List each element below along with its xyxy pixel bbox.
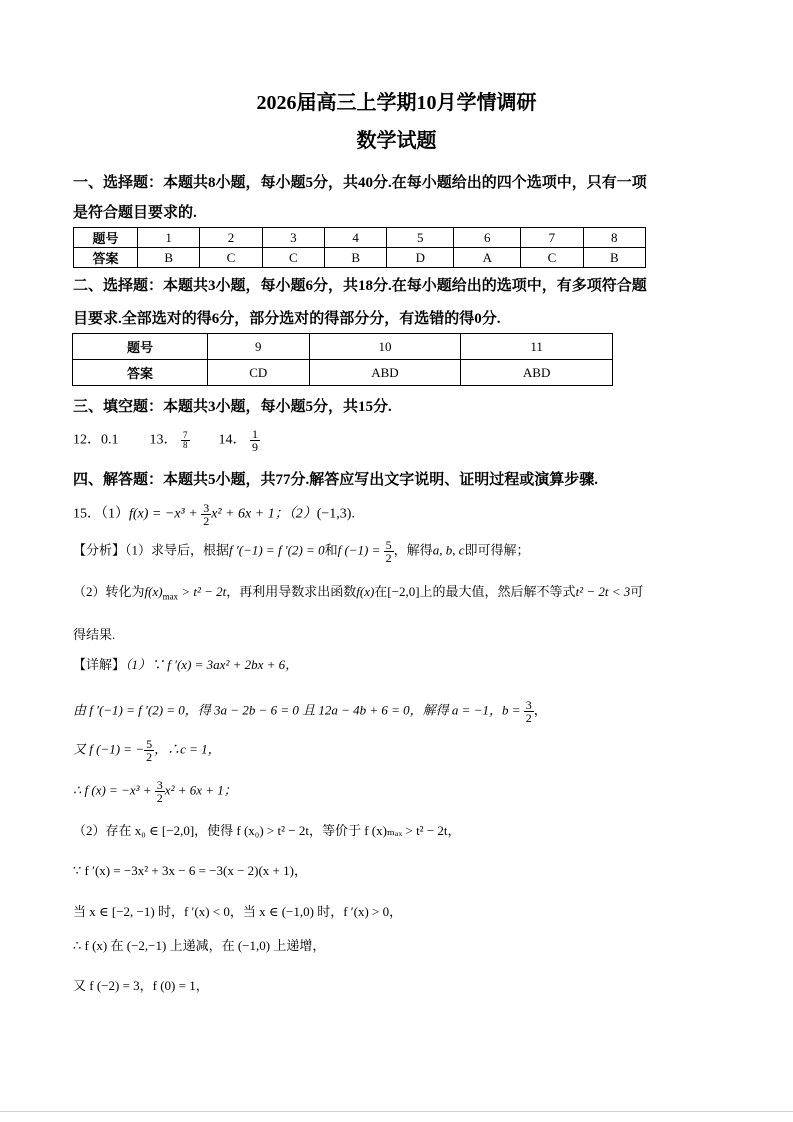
analysis-fraction: $\frac{5}{2}$ — [385, 538, 392, 565]
q15-detail-line1: 【详解】（1）∵ f ′(x) = 3ax² + 2bx + 6， — [73, 657, 299, 672]
table-header-cell: 题号 — [74, 228, 138, 248]
section1-heading-line2: 是符合题目要求的. — [73, 205, 197, 221]
page-bottom-divider — [0, 1111, 793, 1112]
q13-label: 13． — [149, 432, 178, 448]
section2-heading-line1: 二、选择题：本题共3小题，每小题6分，共18分.在每小题给出的选项中，有多项符合题 — [73, 278, 647, 294]
table-cell: B — [324, 248, 386, 268]
table-cell: B — [583, 248, 645, 268]
table-cell: 10 — [309, 334, 461, 360]
table-cell: ABD — [461, 360, 613, 386]
page-title: 2026届高三上学期10月学情调研 — [256, 92, 537, 114]
detail-fraction-c: $\frac{5}{2}$ — [146, 737, 153, 764]
q15-detail-line2: 由 f ′(−1) = f ′(2) = 0，得 3a − 2b − 6 = 0 且 12a − 4b + 6 = 0，解得 a = −1，b = $\frac{3}{2}$ ， — [73, 698, 547, 725]
section1-answer-table — [73, 227, 646, 268]
table-cell: B — [138, 248, 200, 268]
q15-detail-line4: ∴ f (x) = −x³ + $\frac{3}{2}$ x² + 6x + 1； — [73, 778, 237, 805]
page-subtitle: 数学试题 — [356, 130, 437, 152]
table-cell: 4 — [324, 228, 386, 248]
section2-heading-line2: 目要求.全部选对的得6分，部分选对的得部分分，有选错的得0分. — [73, 311, 501, 327]
section1-heading-line1: 一、选择题：本题共8小题，每小题5分，共40分.在每小题给出的四个选项中，只有一项 — [73, 175, 647, 191]
table-header-cell: 答案 — [73, 360, 208, 386]
table-cell: 7 — [521, 228, 583, 248]
q15-detail-line7: 当 x ∈ [−2, −1) 时，f ′(x) < 0，当 x ∈ (−1,0) 时，f ′(x) > 0， — [73, 904, 403, 919]
section4-heading: 四、解答题：本题共5小题，共77分.解答应写出文字说明、证明过程或演算步骤. — [73, 472, 599, 488]
q15-analysis-line3: 得结果. — [73, 627, 116, 642]
table-cell: 5 — [387, 228, 454, 248]
table-cell: D — [387, 248, 454, 268]
q15-analysis-line2: （2）转化为$f(x)_{max} > t^2 - 2t$，再利用导数求出函数f(x)在[−2,0]上的最大值，然后解不等式t² − 2t < 3可 — [73, 584, 644, 602]
table-row — [74, 228, 646, 248]
q15-fraction: $\frac{3}{2}$ — [203, 501, 210, 528]
table-cell: C — [521, 248, 583, 268]
section3-heading: 三、填空题：本题共3小题，每小题5分，共15分. — [73, 399, 392, 415]
q15-detail-line9: 又 f (−2) = 3，f (0) = 1， — [73, 978, 209, 993]
q12-answer: 0.1 — [101, 432, 119, 448]
table-cell: ABD — [309, 360, 461, 386]
table-cell: 1 — [138, 228, 200, 248]
fill-blank-answers — [73, 428, 260, 453]
q14-fraction: $\frac{1}{9}$ — [252, 427, 258, 454]
detail-fraction-f: $\frac{3}{2}$ — [156, 778, 163, 805]
table-cell: 8 — [583, 228, 645, 248]
q15-detail-line6: ∵ f ′(x) = −3x² + 3x − 6 = −3(x − 2)(x + 1)， — [73, 863, 307, 878]
section2-answer-table — [72, 333, 613, 386]
table-row — [73, 360, 613, 386]
table-cell: 3 — [262, 228, 324, 248]
q13-fraction: $\frac{7}{8}$ — [183, 430, 188, 450]
q15-detail-line5: （2）存在 x₀ ∈ [−2,0]，使得 f (x₀) > t² − 2t，等价于 f (x)ₘₐₓ > t² − 2t， — [73, 823, 461, 838]
q15-detail-line8: ∴ f (x) 在 (−2,−1) 上递减，在 (−1,0) 上递增， — [73, 938, 326, 953]
table-cell: C — [262, 248, 324, 268]
detail-fraction-b: $\frac{3}{2}$ — [525, 698, 532, 725]
table-cell: A — [454, 248, 521, 268]
q14-label: 14． — [218, 432, 247, 448]
table-row — [73, 334, 613, 360]
table-cell: 6 — [454, 228, 521, 248]
table-header-cell: 题号 — [73, 334, 208, 360]
q15-analysis-line1: 【分析】（1）求导后，根据f ′(−1) = f ′(2) = 0和f (−1) = $\frac{5}{2}$ ，解得a, b, c即可得解； — [73, 538, 530, 565]
table-cell: CD — [208, 360, 310, 386]
table-row — [74, 248, 646, 268]
table-cell: 2 — [200, 228, 262, 248]
table-cell: 9 — [208, 334, 310, 360]
table-cell: C — [200, 248, 262, 268]
q15-answer-line: 15．（1）f(x) = −x³ + $\frac{3}{2}$ x² + 6x + 1；（2）(−1,3). — [73, 501, 355, 528]
table-header-cell: 答案 — [74, 248, 138, 268]
table-cell: 11 — [461, 334, 613, 360]
q12-label: 12． — [73, 432, 101, 448]
q15-detail-line3: 又 f (−1) = − $\frac{5}{2}$ ，∴c = 1， — [73, 737, 221, 764]
